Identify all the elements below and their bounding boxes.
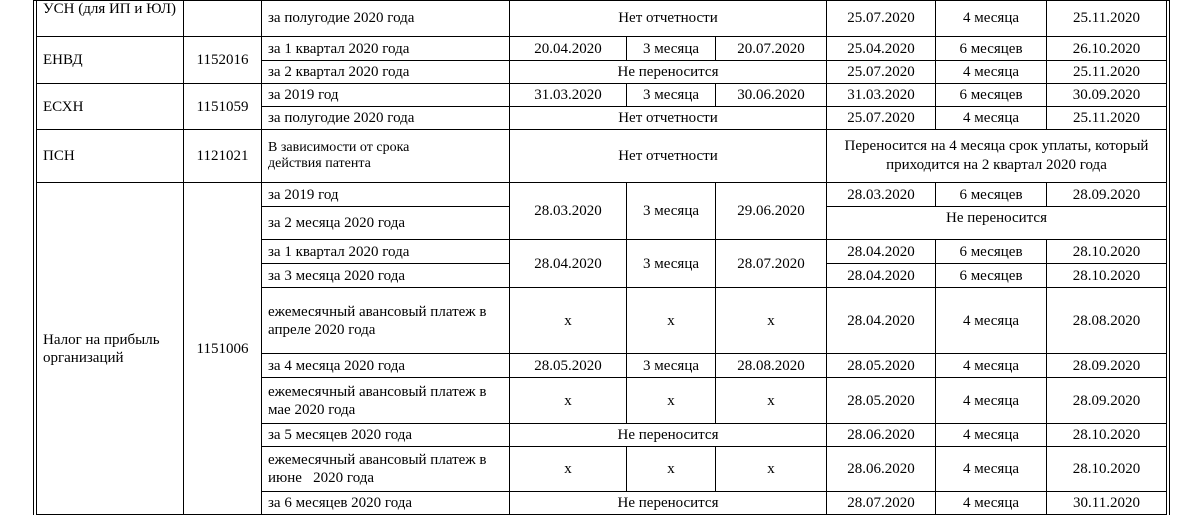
period-envd-q2: за 2 квартал 2020 года [262,61,510,84]
status-profit-2m: Не переносится [827,207,1167,240]
pay-new-profit-june: 28.10.2020 [1047,447,1167,492]
status-envd-q2: Не переносится [510,61,827,84]
pay-new-envd-q2: 25.11.2020 [1047,61,1167,84]
pay-new-envd-q1: 26.10.2020 [1047,37,1167,61]
pay-shift-profit-5m: 4 месяца [936,424,1047,447]
pay-shift-profit-6m: 4 месяца [936,492,1047,515]
pay-new-profit-2019: 28.09.2020 [1047,183,1167,207]
report-new-profit-g2: 28.07.2020 [716,240,827,288]
report-old-profit-4m: 28.05.2020 [510,354,627,378]
period-usn-h1: за полугодие 2020 года [262,0,510,37]
pay-shift-eshn-h1: 4 месяца [936,107,1047,130]
pay-old-profit-5m: 28.06.2020 [827,424,936,447]
report-shift-profit-april: x [627,288,716,354]
pay-new-profit-3m: 28.10.2020 [1047,264,1167,288]
tax-name-envd: ЕНВД [37,37,184,84]
report-new-profit-april: x [716,288,827,354]
tax-name-usn: УСН (для ИП и ЮЛ) [37,0,184,37]
pay-new-eshn-2019: 30.09.2020 [1047,84,1167,107]
kbk-envd: 1152016 [184,37,262,84]
report-shift-envd-q1: 3 месяца [627,37,716,61]
report-shift-profit-g1: 3 месяца [627,183,716,240]
status-profit-5m: Не переносится [510,424,827,447]
period-profit-5m: за 5 месяцев 2020 года [262,424,510,447]
pay-shift-envd-q1: 6 месяцев [936,37,1047,61]
pay-old-eshn-2019: 31.03.2020 [827,84,936,107]
report-shift-profit-may: x [627,378,716,424]
pay-shift-eshn-2019: 6 месяцев [936,84,1047,107]
pay-shift-usn-h1: 4 месяца [936,0,1047,37]
pay-old-profit-3m: 28.04.2020 [827,264,936,288]
pay-shift-envd-q2: 4 месяца [936,61,1047,84]
kbk-profit: 1151006 [184,183,262,515]
pay-shift-profit-q1: 6 месяцев [936,240,1047,264]
report-new-profit-june: x [716,447,827,492]
kbk-usn [184,0,262,37]
pay-shift-profit-2019: 6 месяцев [936,183,1047,207]
pay-shift-profit-june: 4 месяца [936,447,1047,492]
table-right-border-outer [1169,0,1170,515]
pay-old-eshn-h1: 25.07.2020 [827,107,936,130]
report-old-profit-g1: 28.03.2020 [510,183,627,240]
pay-old-profit-4m: 28.05.2020 [827,354,936,378]
pay-shift-profit-4m: 4 месяца [936,354,1047,378]
table-left-border [33,0,34,515]
pay-shift-profit-april: 4 месяца [936,288,1047,354]
period-profit-april-advance: ежемесячный авансовый платеж в апреле 2020 года [262,288,510,354]
period-profit-6m: за 6 месяцев 2020 года [262,492,510,515]
period-profit-2019: за 2019 год [262,183,510,207]
pay-old-envd-q2: 25.07.2020 [827,61,936,84]
report-new-profit-g1: 29.06.2020 [716,183,827,240]
period-eshn-h1: за полугодие 2020 года [262,107,510,130]
pay-shift-profit-may: 4 месяца [936,378,1047,424]
kbk-psn: 1121021 [184,130,262,183]
note-psn: Переносится на 4 месяца срок уплаты, который приходится на 2 квартал 2020 года [827,130,1167,183]
report-new-envd-q1: 20.07.2020 [716,37,827,61]
pay-old-envd-q1: 25.04.2020 [827,37,936,61]
report-shift-eshn-2019: 3 месяца [627,84,716,107]
tax-name-eshn: ЕСХН [37,84,184,130]
pay-new-eshn-h1: 25.11.2020 [1047,107,1167,130]
report-shift-profit-g2: 3 месяца [627,240,716,288]
report-new-eshn-2019: 30.06.2020 [716,84,827,107]
status-usn-h1: Нет отчетности [510,0,827,37]
status-eshn-h1: Нет отчетности [510,107,827,130]
pay-new-profit-may: 28.09.2020 [1047,378,1167,424]
pay-new-usn-h1: 25.11.2020 [1047,0,1167,37]
report-new-profit-may: x [716,378,827,424]
report-new-profit-4m: 28.08.2020 [716,354,827,378]
period-envd-q1: за 1 квартал 2020 года [262,37,510,61]
tax-name-psn: ПСН [37,130,184,183]
pay-old-profit-may: 28.05.2020 [827,378,936,424]
pay-old-profit-2019: 28.03.2020 [827,183,936,207]
period-psn: В зависимости от срока действия патента [262,130,510,183]
pay-old-profit-april: 28.04.2020 [827,288,936,354]
status-profit-6m: Не переносится [510,492,827,515]
pay-new-profit-april: 28.08.2020 [1047,288,1167,354]
period-profit-may-advance: ежемесячный авансовый платеж в мае 2020 года [262,378,510,424]
period-profit-june-advance: ежемесячный авансовый платеж в июне 2020 года [262,447,510,492]
period-eshn-2019: за 2019 год [262,84,510,107]
report-shift-profit-june: x [627,447,716,492]
pay-old-usn-h1: 25.07.2020 [827,0,936,37]
pay-new-profit-4m: 28.09.2020 [1047,354,1167,378]
period-profit-4m: за 4 месяца 2020 года [262,354,510,378]
period-profit-q1: за 1 квартал 2020 года [262,240,510,264]
report-old-eshn-2019: 31.03.2020 [510,84,627,107]
period-profit-2m: за 2 месяца 2020 года [262,207,510,240]
pay-new-profit-q1: 28.10.2020 [1047,240,1167,264]
report-old-profit-may: x [510,378,627,424]
period-profit-3m: за 3 месяца 2020 года [262,264,510,288]
tax-name-profit: Налог на прибыль организаций [37,183,184,515]
report-old-envd-q1: 20.04.2020 [510,37,627,61]
pay-old-profit-q1: 28.04.2020 [827,240,936,264]
pay-new-profit-6m: 30.11.2020 [1047,492,1167,515]
pay-old-profit-6m: 28.07.2020 [827,492,936,515]
pay-new-profit-5m: 28.10.2020 [1047,424,1167,447]
status-psn: Нет отчетности [510,130,827,183]
report-old-profit-g2: 28.04.2020 [510,240,627,288]
pay-old-profit-june: 28.06.2020 [827,447,936,492]
kbk-eshn: 1151059 [184,84,262,130]
pay-shift-profit-3m: 6 месяцев [936,264,1047,288]
report-old-profit-april: x [510,288,627,354]
report-old-profit-june: x [510,447,627,492]
report-shift-profit-4m: 3 месяца [627,354,716,378]
